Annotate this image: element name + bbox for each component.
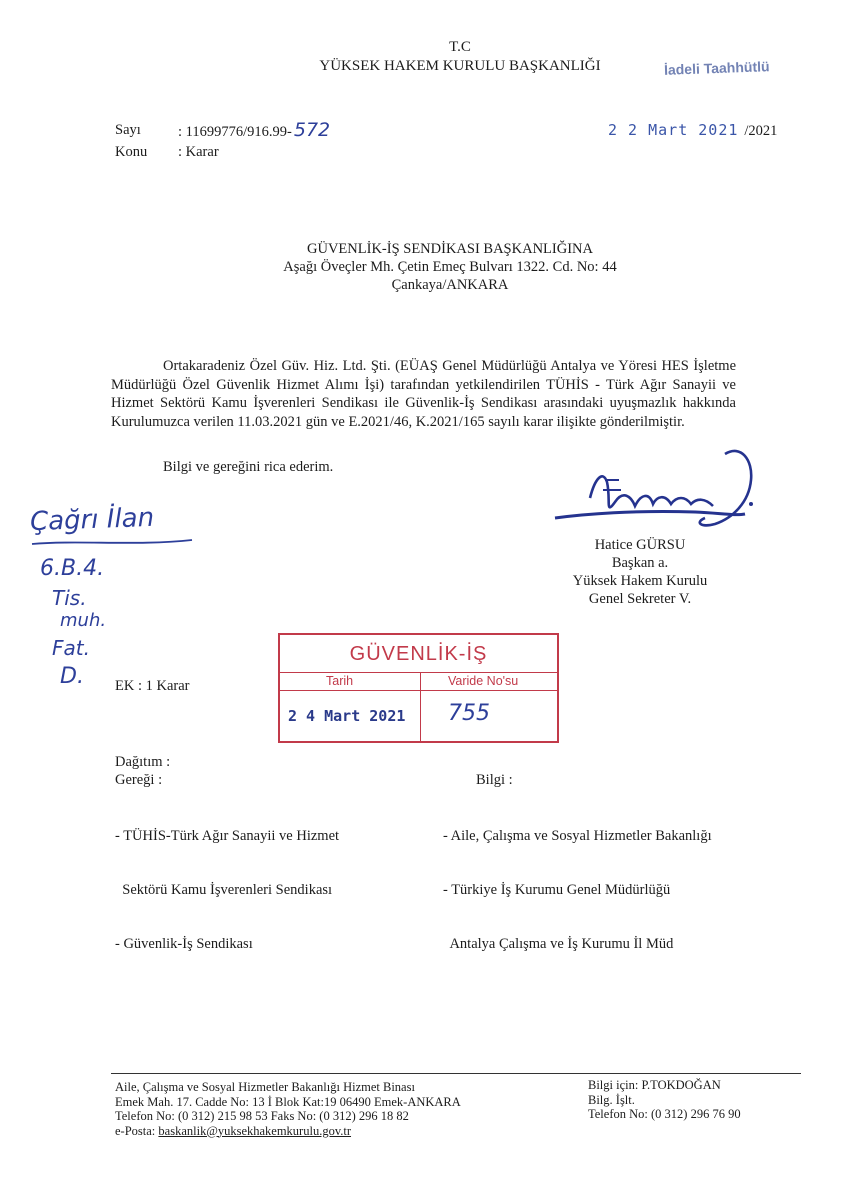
sayi-label: Sayı <box>115 122 141 138</box>
footer-email-label: e-Posta: <box>115 1123 159 1138</box>
date-stamp: 2 2 Mart 2021 <box>608 121 739 139</box>
body-paragraph: Ortakaradeniz Özel Güv. Hiz. Ltd. Şti. (EÜAŞ Genel Müdürlüğü Antalya ve Yöresi HES İşletme Müdürlüğü Özel Güvenlik Hizmet Alımı İşi) tarafından yetkilendirilen TÜHİS - Türk Ağır Sanayii ve Hizmet Sektörü Kamu İşverenleri Sendikası ile Güvenlik-İş Sendikası arasındaki uyuşmazlık hakkında Kurulumuzca verilen 11.03.2021 gün ve E.2021/46, K.2021/165 sayılı karar ilişikte gönderilmiştir. <box>111 358 736 430</box>
footer-address <box>115 1080 461 1138</box>
bilgi-list <box>443 791 712 971</box>
bilgi-item: Antalya Çalışma ve İş Kurumu İl Müd <box>443 936 674 952</box>
geregi-list <box>115 791 339 971</box>
footer-contact-unit: Bilg. İşlt. <box>588 1092 635 1107</box>
konu-label: Konu <box>115 144 148 160</box>
footer-contact <box>588 1078 741 1122</box>
geregi-item: - Güvenlik-İş Sendikası <box>115 936 253 952</box>
signature-scribble <box>545 440 775 540</box>
registered-mail-stamp: İadeli Taahhütlü <box>663 58 770 78</box>
footer-contact-person: Bilgi için: P.TOKDOĞAN <box>588 1078 721 1092</box>
footer-email-row <box>115 1124 461 1139</box>
recipient-name: GÜVENLİK-İŞ SENDİKASI BAŞKANLIĞINA <box>307 241 593 257</box>
margin-note-6: D. <box>60 664 84 689</box>
footer-divider <box>111 1073 801 1074</box>
recipient-city: Çankaya/ANKARA <box>391 277 509 293</box>
margin-note-4: muh. <box>60 610 107 631</box>
header-institution: YÜKSEK HAKEM KURULU BAŞKANLIĞI <box>319 58 601 74</box>
sayi-handwritten-number: 572 <box>293 119 331 141</box>
header-tc: T.C <box>449 39 471 55</box>
receipt-stamp-date: 2 4 Mart 2021 <box>288 707 406 725</box>
bilgi-item: - Aile, Çalışma ve Sosyal Hizmetler Bakanlığı <box>443 828 712 844</box>
sayi-value: : 11699776/916.99- <box>178 124 292 140</box>
footer-address-2: Emek Mah. 17. Cadde No: 13 İ Blok Kat:19 06490 Emek-ANKARA <box>115 1094 461 1109</box>
konu-value: : Karar <box>178 144 219 160</box>
geregi-item: Sektörü Kamu İşverenleri Sendikası <box>115 882 333 898</box>
sayi-value-row <box>178 121 330 141</box>
signer-name: Hatice GÜRSU <box>594 537 686 553</box>
receipt-stamp-number: 755 <box>448 701 490 726</box>
receipt-stamp-org: GÜVENLİK-İŞ <box>349 643 488 665</box>
signer-title-1: Başkan a. <box>611 555 669 571</box>
distribution-label: Dağıtım : <box>115 754 171 770</box>
attachment-line: EK : 1 Karar <box>115 678 190 694</box>
bilgi-label: Bilgi : <box>476 772 513 788</box>
date-suffix: /2021 <box>744 123 778 139</box>
footer-email-link[interactable]: baskanlik@yuksekhakemkurulu.gov.tr <box>158 1123 352 1138</box>
closing-line: Bilgi ve gereğini rica ederim. <box>163 459 334 475</box>
footer-contact-phone: Telefon No: (0 312) 296 76 90 <box>588 1107 741 1121</box>
sayi-row <box>115 121 141 139</box>
geregi-label: Gereği : <box>115 772 163 788</box>
bilgi-item: - Türkiye İş Kurumu Genel Müdürlüğü <box>443 882 671 898</box>
receipt-stamp <box>278 633 559 743</box>
recipient-address: Aşağı Öveçler Mh. Çetin Emeç Bulvarı 1322. Cd. No: 44 <box>283 259 617 275</box>
signature-block <box>560 536 720 608</box>
recipient-block <box>160 240 740 294</box>
footer-phone: Telefon No: (0 312) 215 98 53 Faks No: (0 312) 296 18 82 <box>115 1109 409 1123</box>
receipt-stamp-date-label: Tarih <box>326 674 354 688</box>
footer-address-1: Aile, Çalışma ve Sosyal Hizmetler Bakanlığı Hizmet Binası <box>115 1080 415 1094</box>
margin-note-5: Fat. <box>52 636 90 660</box>
margin-note-2: 6.B.4. <box>40 556 105 581</box>
margin-note-3: Tis. <box>52 586 87 610</box>
signer-title-2: Yüksek Hakem Kurulu <box>572 573 708 589</box>
signer-title-3: Genel Sekreter V. <box>588 591 692 607</box>
geregi-item: - TÜHİS-Türk Ağır Sanayii ve Hizmet <box>115 828 340 844</box>
date-row <box>608 121 777 140</box>
letterhead <box>200 38 720 76</box>
margin-note-1: Çağrı İlan <box>29 502 155 538</box>
margin-note-underline <box>28 536 198 550</box>
receipt-stamp-number-label: Varide No'su <box>448 674 519 688</box>
